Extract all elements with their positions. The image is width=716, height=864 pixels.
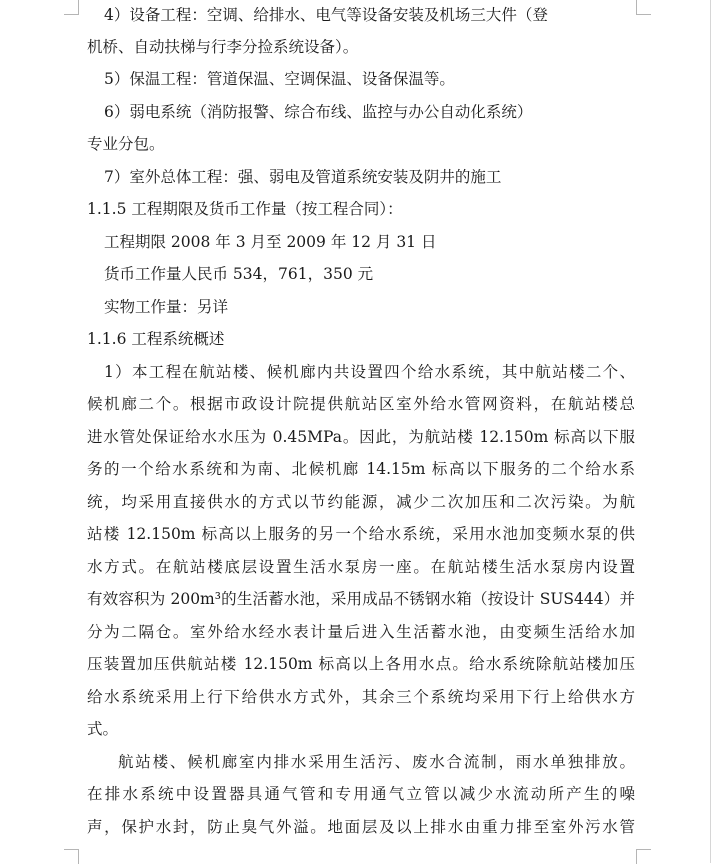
text-line: 进水管处保证给水水压为 0.45MPa。因此，为航站楼 12.150m 标高以下服	[87, 428, 635, 446]
text-line: 7）室外总体工程：强、弱电及管道系统安装及阴井的施工	[104, 168, 502, 186]
text-line: 6）弱电系统（消防报警、综合布线、监控与办公自动化系统）	[104, 103, 533, 121]
section-heading: 1.1.6 工程系统概述	[87, 330, 225, 348]
text-line: 在排水系统中设置器具通气管和专用通气立管以减少水流动所产生的噪	[87, 785, 635, 803]
text-line: 5）保温工程：管道保温、空调保温、设备保温等。	[104, 70, 455, 88]
text-line: 机桥、自动扶梯与行李分捡系统设备）。	[87, 38, 359, 56]
text-line: 式。	[87, 720, 119, 738]
text-line: 航站楼、候机廊室内排水采用生活污、废水合流制，雨水单独排放。	[118, 753, 635, 771]
text-line: 4）设备工程：空调、给排水、电气等设备安装及机场三大件（登	[104, 6, 548, 24]
margin-corner-mark	[636, 849, 651, 864]
margin-corner-mark	[64, 849, 79, 864]
text-line: 给水系统采用上行下给供水方式外，其余三个系统均采用下行上给供水方	[87, 688, 635, 706]
text-line: 货币工作量人民币 534，761，350 元	[104, 265, 374, 283]
text-line: 工程期限 2008 年 3 月至 2009 年 12 月 31 日	[104, 233, 437, 251]
section-heading: 1.1.5 工程期限及货币工作量（按工程合同）：	[87, 200, 403, 218]
text-line: 站楼 12.150m 标高以上服务的另一个给水系统，采用水池加变频水泵的供	[87, 525, 635, 543]
text-line: 压装置加压供航站楼 12.150m 标高以上各用水点。给水系统除航站楼加压	[87, 655, 635, 673]
text-line: 统，均采用直接供水的方式以节约能源，减少二次加压和二次污染。为航	[87, 493, 635, 511]
text-line: 专业分包。	[87, 135, 165, 153]
margin-corner-mark	[64, 0, 79, 15]
text-line: 水方式。在航站楼底层设置生活水泵房一座。在航站楼生活水泵房内设置	[87, 558, 635, 576]
text-line: 分为二隔仓。室外给水经水表计量后进入生活蓄水池，由变频生活给水加	[87, 623, 635, 641]
text-line: 有效容积为 200m³的生活蓄水池，采用成品不锈钢水箱（按设计 SUS444）并	[87, 590, 635, 608]
text-line: 务的一个给水系统和为南、北候机廊 14.15m 标高以下服务的二个给水系	[87, 460, 635, 478]
page-edge	[710, 0, 711, 863]
text-line: 候机廊二个。根据市政设计院提供航站区室外给水管网资料，在航站楼总	[87, 395, 635, 413]
text-line: 1）本工程在航站楼、候机廊内共设置四个给水系统，其中航站楼二个、	[104, 363, 635, 381]
text-line: 声，保护水封，防止臭气外溢。地面层及以上排水由重力排至室外污水管	[87, 818, 635, 836]
text-line: 实物工作量：另详	[104, 298, 229, 316]
